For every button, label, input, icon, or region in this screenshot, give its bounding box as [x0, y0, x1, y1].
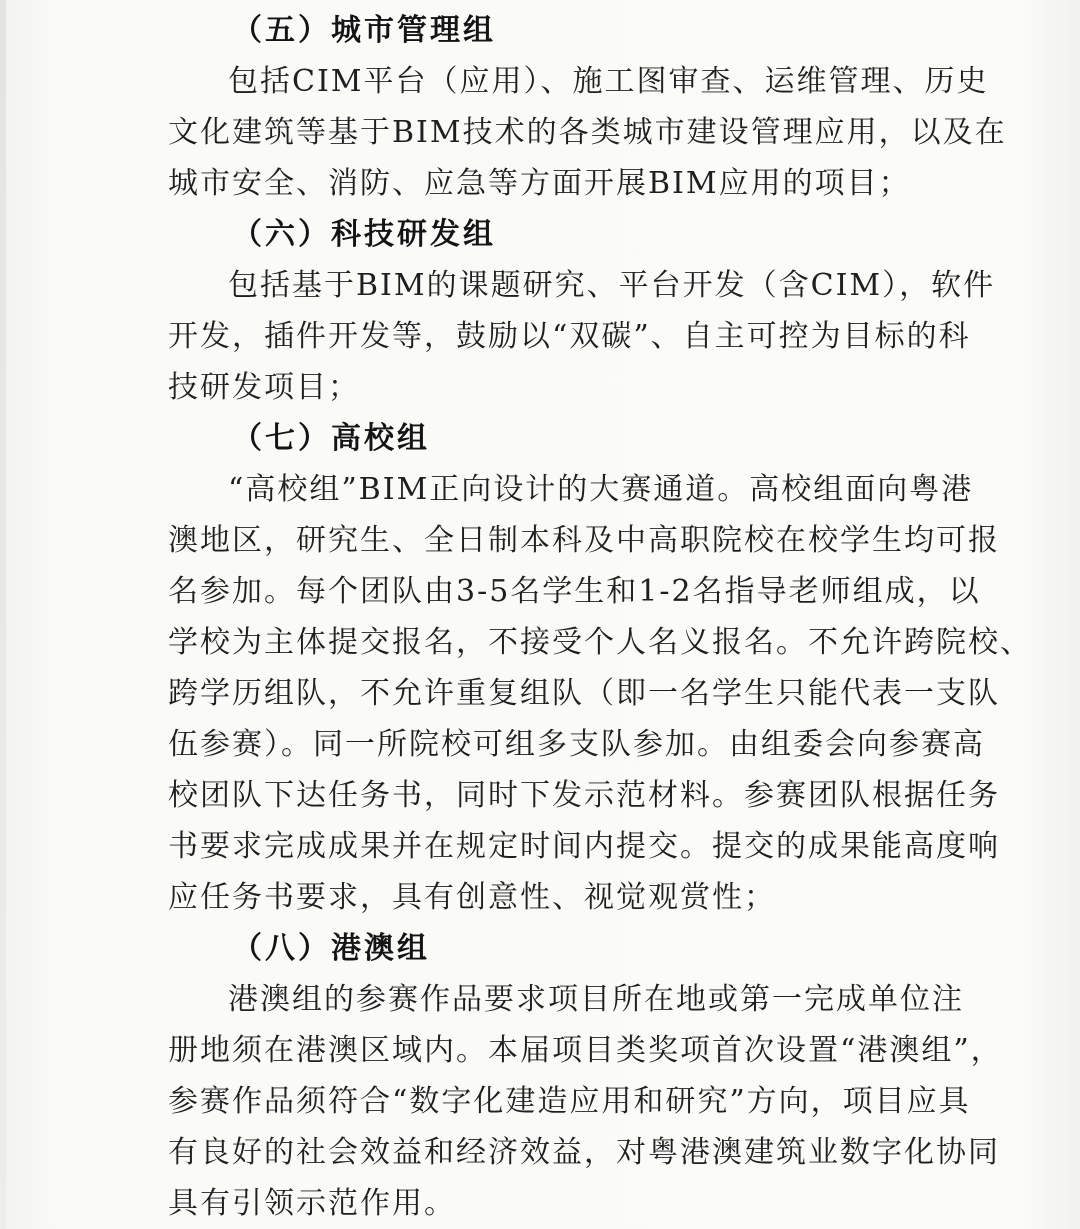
paragraph-line: 城市安全、消防、应急等方面开展BIM应用的项目；: [168, 166, 911, 201]
paragraph-line: 包括基于BIM的课题研究、平台开发（含CIM），软件: [228, 268, 996, 303]
section-heading-university: （七）高校组: [232, 421, 430, 456]
scan-edge: [0, 0, 6, 1229]
paragraph-line: 书要求完成成果并在规定时间内提交。提交的成果能高度响: [168, 829, 1000, 864]
paragraph-line: 伍参赛）。同一所院校可组多支队参加。由组委会向参赛高: [168, 727, 985, 762]
paragraph-line: 应任务书要求，具有创意性、视觉观赏性；: [168, 880, 776, 915]
paragraph-line: 校团队下达任务书，同时下发示范材料。参赛团队根据任务: [168, 778, 1000, 813]
paragraph-line: 包括CIM平台（应用）、施工图审查、运维管理、历史: [228, 64, 989, 99]
paragraph-line: 有良好的社会效益和经济效益，对粤港澳建筑业数字化协同: [168, 1135, 1000, 1170]
paragraph-line: 参赛作品须符合“数字化建造应用和研究”方向，项目应具: [168, 1084, 971, 1119]
section-heading-tech-rd: （六）科技研发组: [232, 217, 496, 252]
paragraph-line: 学校为主体提交报名，不接受个人名义报名。不允许跨院校、: [168, 625, 1032, 660]
paragraph-line: 文化建筑等基于BIM技术的各类城市建设管理应用，以及在: [168, 115, 1007, 150]
paragraph-line: 跨学历组队，不允许重复组队（即一名学生只能代表一支队: [168, 676, 1000, 711]
paragraph-line: 开发，插件开发等，鼓励以“双碳”、自主可控为目标的科: [168, 319, 971, 354]
paragraph-line: 名参加。每个团队由3-5名学生和1-2名指导老师组成，以: [168, 574, 981, 609]
paragraph-line: 技研发项目；: [168, 370, 360, 405]
section-heading-hk-macao: （八）港澳组: [232, 931, 430, 966]
paragraph-line: 册地须在港澳区域内。本届项目类奖项首次设置“港澳组”，: [168, 1033, 1003, 1068]
paragraph-line: 港澳组的参赛作品要求项目所在地或第一完成单位注: [228, 982, 964, 1017]
paragraph-line: 具有引领示范作用。: [168, 1186, 456, 1221]
section-heading-urban-management: （五）城市管理组: [232, 13, 496, 48]
paragraph-line: “高校组”BIM正向设计的大赛通道。高校组面向粤港: [228, 472, 974, 507]
paragraph-line: 澳地区，研究生、全日制本科及中高职院校在校学生均可报: [168, 523, 1000, 558]
